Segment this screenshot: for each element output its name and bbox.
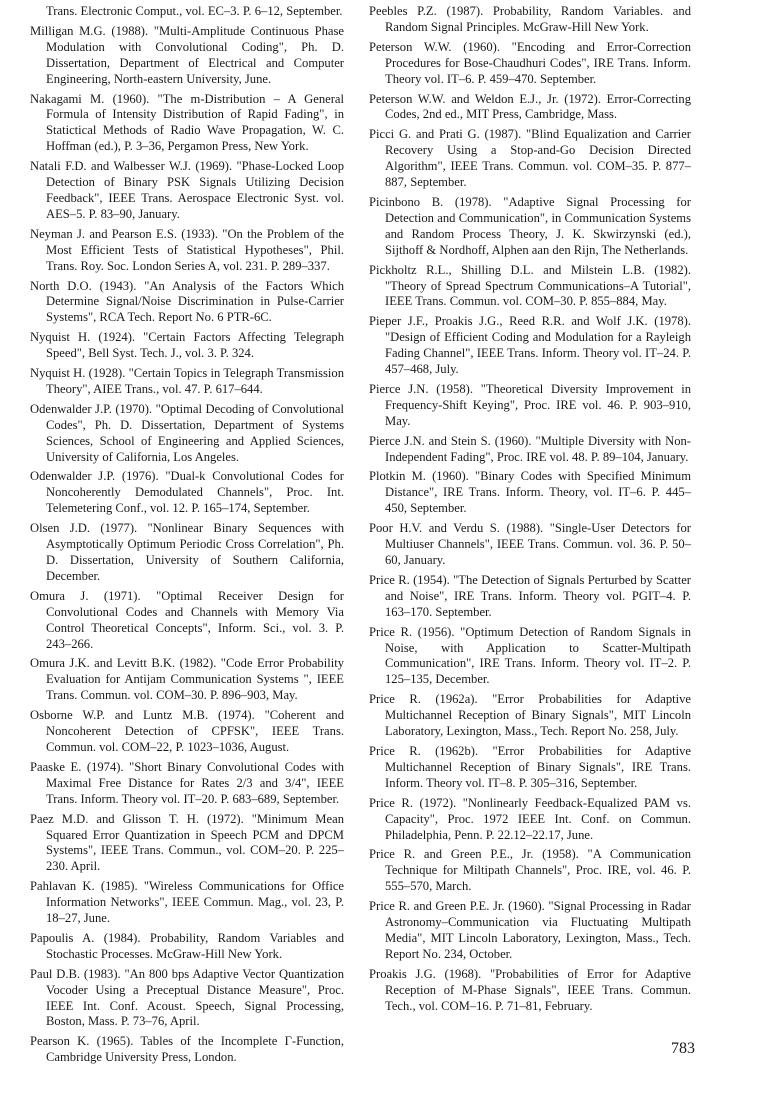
- reference-entry: Paaske E. (1974). "Short Binary Convolutional Codes with Maximal Free Distance for Rates 2/3 and 3/4", IEEE Trans. Inform. Theory vol. IT–20. P. 683–689, September.: [30, 759, 344, 806]
- reference-entry: Nakagami M. (1960). "The m-Distribution – A General Formula of Intensity Distribution of Rapid Fading", in Statictical Methods of Radio Wave Propagation, W. C. Hoffman (ed.), P. 3–36, Pergamon Press, New York.: [30, 91, 344, 154]
- reference-entry: Price R. and Green P.E., Jr. (1958). "A Communication Technique for Miltipath Channels", Proc. IRE, vol. 46. P. 555–570, March.: [369, 847, 691, 894]
- reference-entry: Price R. and Green P.E. Jr. (1960). "Signal Processing in Radar Astronomy–Communication via Fluctuating Multipath Media", MIT Lincoln Laboratory, Lexington, Mass., Tech. Report No. 234, October.: [369, 899, 691, 961]
- reference-entry: Paul D.B. (1983). "An 800 bps Adaptive Vector Quantization Vocoder Using a Preceptual Distance Measure", Proc. IEEE Int. Conf. Acoust. Speech, Signal Processing, Boston, Mass. P. 73–76, April.: [30, 966, 344, 1029]
- reference-entry: Pahlavan K. (1985). "Wireless Communications for Office Information Networks", IEEE Commun. Mag., vol. 23, P. 18–27, June.: [30, 879, 344, 926]
- reference-entry: Neyman J. and Pearson E.S. (1933). "On the Problem of the Most Efficient Tests of Statistical Hypotheses", Phil. Trans. Roy. Soc. London Series A, vol. 231. P. 289–337.: [30, 226, 344, 273]
- reference-entry: Plotkin M. (1960). "Binary Codes with Specified Minimum Distance", IRE Trans. Inform. Theory, vol. IT–6. P. 445–450, September.: [369, 469, 691, 516]
- reference-entry: Pierce J.N. (1958). "Theoretical Diversity Improvement in Frequency-Shift Keying", Proc. IRE vol. 46. P. 903–910, May.: [369, 381, 691, 428]
- reference-entry: Natali F.D. and Walbesser W.J. (1969). "Phase-Locked Loop Detection of Binary PSK Signals Utilizing Decision Feedback", IEEE Trans. Aerospace Electronic Syst. vol. AES–5. P. 83–90, January.: [30, 159, 344, 221]
- reference-entry: Nyquist H. (1928). "Certain Topics in Telegraph Transmission Theory", AIEE Trans., vol. 47. P. 617–644.: [30, 366, 344, 396]
- reference-entry: Picci G. and Prati G. (1987). "Blind Equalization and Carrier Recovery Using a Stop-and-Go Decision Directed Algorithm", IEEE Trans. Commun. vol. COM–35. P. 877–887, September.: [369, 127, 691, 190]
- reference-entry: Papoulis A. (1984). Probability, Random Variables and Stochastic Processes. McGraw-Hill New York.: [30, 930, 344, 961]
- reference-entry: Paez M.D. and Glisson T. H. (1972). "Minimum Mean Squared Error Quantization in Speech PCM and DPCM Systems", IEEE Trans. Commun., vol. COM–20. P. 225–230. April.: [30, 811, 344, 874]
- reference-entry: Nyquist H. (1924). "Certain Factors Affecting Telegraph Speed", Bell Syst. Tech. J., vol. 3. P. 324.: [30, 330, 344, 361]
- reference-entry: Poor H.V. and Verdu S. (1988). "Single-User Detectors for Multiuser Channels", IEEE Trans. Commun. vol. 36. P. 50–60, January.: [369, 521, 691, 567]
- reference-entry: Odenwalder J.P. (1976). "Dual-k Convolutional Codes for Noncoherently Demodulated Channels", Proc. Int. Telemetering Conf., vol. 12. P. 165–174, September.: [30, 469, 344, 516]
- reference-entry: Price R. (1962b). "Error Probabilities for Adaptive Multichannel Reception of Binary Signals", IRE Trans. Inform. Theory vol. IT–8. P. 305–316, September.: [369, 743, 691, 790]
- reference-entry: Pieper J.F., Proakis J.G., Reed R.R. and Wolf J.K. (1978). "Design of Efficient Coding and Modulation for a Rayleigh Fading Channel", IEEE Trans. Inform. Theory vol. IT–24. P. 457–468, July.: [369, 314, 691, 377]
- reference-entry: Pearson K. (1965). Tables of the Incomplete Γ-Function, Cambridge University Press, London.: [30, 1034, 344, 1065]
- reference-entry: Price R. (1956). "Optimum Detection of Random Signals in Noise, with Application to Scatter-Multipath Communication", IRE Trans. Inform. Theory vol. IT–2. P. 125–135, December.: [369, 624, 691, 687]
- reference-entry: Price R. (1972). "Nonlinearly Feedback-Equalized PAM vs. Capacity", Proc. 1972 IEEE Int. Conf. on Commun. Philadelphia, Penn. P. 22.12–22.17, June.: [369, 795, 691, 842]
- reference-entry: Odenwalder J.P. (1970). "Optimal Decoding of Convolutional Codes", Ph. D. Dissertation, Department of Systems Sciences, School of Engineering and Applied Sciences, University of California, Los Angeles.: [30, 401, 344, 464]
- reference-entry: Pickholtz R.L., Shilling D.L. and Milstein L.B. (1982). "Theory of Spread Spectrum Communications–A Tutorial", IEEE Trans. Commun. vol. COM–30. P. 855–884, May.: [369, 262, 691, 309]
- reference-entry: Picinbono B. (1978). "Adaptive Signal Processing for Detection and Communication", in Communication Systems and Random Process Theory, J. K. Skwirzynski (ed.), Sijthoff & Nordhoff, Alphen aan den Rijn, The Netherlands.: [369, 194, 691, 257]
- reference-entry: Peebles P.Z. (1987). Probability, Random Variables. and Random Signal Principles. McGraw-Hill New York.: [369, 4, 691, 34]
- reference-entry: Peterson W.W. (1960). "Encoding and Error-Correction Procedures for Bose-Chaudhuri Codes", IRE Trans. Inform. Theory vol. IT–6. P. 459–470. September.: [369, 39, 691, 86]
- reference-column-left: [30, 4, 344, 1070]
- reference-entry: North D.O. (1943). "An Analysis of the Factors Which Determine Signal/Noise Discrimination in Pulse-Carrier Systems", RCA Tech. Report No. 6 PTR-6C.: [30, 278, 344, 325]
- page-number: 783: [671, 1040, 695, 1057]
- reference-entry: Osborne W.P. and Luntz M.B. (1974). "Coherent and Noncoherent Detection of CPFSK", IEEE Trans. Commun. vol. COM–22, P. 1023–1036, August.: [30, 708, 344, 754]
- reference-column-right: [369, 4, 691, 1018]
- reference-entry: Price R. (1954). "The Detection of Signals Perturbed by Scatter and Noise", IRE Trans. Inform. Theory vol. PGIT–4. P. 163–170. September.: [369, 572, 691, 619]
- reference-entry: Proakis J.G. (1968). "Probabilities of Error for Adaptive Reception of M-Phase Signals", IEEE Trans. Commun. Tech., vol. COM–16. P. 71–81, February.: [369, 966, 691, 1013]
- reference-entry: Omura J.K. and Levitt B.K. (1982). "Code Error Probability Evaluation for Antijam Communication Systems ", IEEE Trans. Commun. vol. COM–30. P. 896–903, May.: [30, 656, 344, 703]
- reference-entry: Peterson W.W. and Weldon E.J., Jr. (1972). Error-Correcting Codes, 2nd ed., MIT Press, Cambridge, Mass.: [369, 91, 691, 122]
- reference-entry: Trans. Electronic Comput., vol. EC–3. P. 6–12, September.: [46, 4, 343, 18]
- reference-entry: Pierce J.N. and Stein S. (1960). "Multiple Diversity with Non-Independent Fading", Proc. IRE vol. 48. P. 89–104, January.: [369, 433, 691, 464]
- reference-entry: Omura J. (1971). "Optimal Receiver Design for Convolutional Codes and Channels with Memory Via Control Theoretical Concepts", Inform. Sci., vol. 3. P. 243–266.: [30, 588, 344, 651]
- reference-entry: Milligan M.G. (1988). "Multi-Amplitude Continuous Phase Modulation with Convolutional Coding", Ph. D. Dissertation, Department of Electrical and Computer Engineering, North-eastern University, June.: [30, 23, 344, 86]
- reference-entry: Olsen J.D. (1977). "Nonlinear Binary Sequences with Asymptotically Optimum Periodic Cross Correlation", Ph. D. Dissertation, University of Southern California, December.: [30, 521, 344, 583]
- reference-entry: Price R. (1962a). "Error Probabilities for Adaptive Multichannel Reception of Binary Signals", MIT Lincoln Laboratory, Lexington, Mass., Tech. Report No. 258, July.: [369, 692, 691, 739]
